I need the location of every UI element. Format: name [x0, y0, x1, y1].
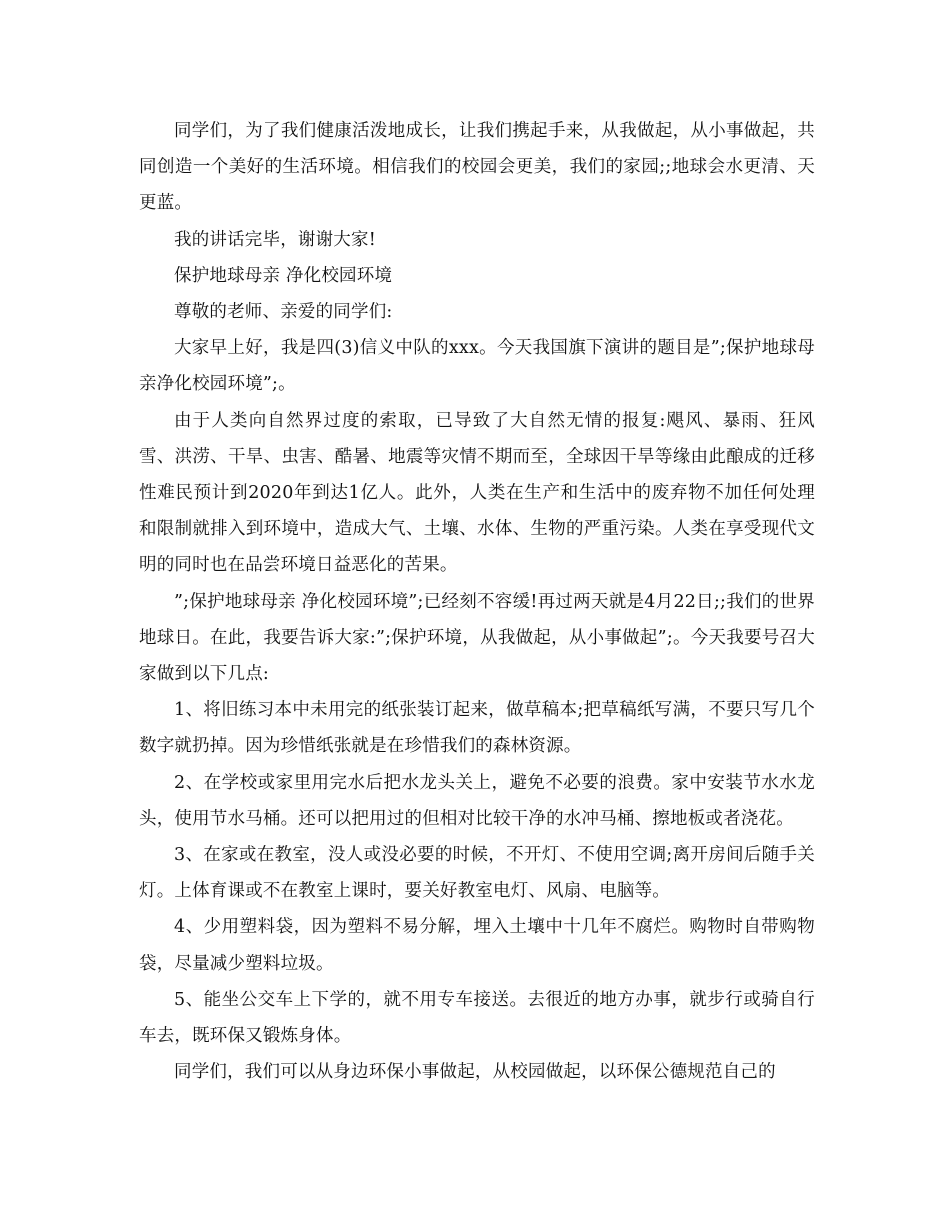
document-body: [139, 113, 815, 1090]
list-item-1: 1、将旧练习本中未用完的纸张装订起来，做草稿本;把草稿纸写满，不要只写几个数字就扔掉。因为珍惜纸张就是在珍惜我们的森林资源。: [139, 700, 815, 757]
paragraph-1: 同学们，为了我们健康活泼地成长，让我们携起手来，从我做起，从小事做起，共同创造一个美好的生活环境。相信我们的校园会更美，我们的家园;;地球会水更清、天更蓝。: [139, 121, 815, 214]
list-item-3: 3、在家或在教室，没人或没必要的时候，不开灯、不使用空调;离开房间后随手关灯。上体育课或不在教室上课时，要关好教室电灯、风扇、电脑等。: [139, 845, 815, 902]
list-item-4: 4、少用塑料袋，因为塑料不易分解，埋入土壤中十几年不腐烂。购物时自带购物袋，尽量减少塑料垃圾。: [139, 917, 815, 974]
paragraph-13: 同学们，我们可以从身边环保小事做起，从校园做起，以环保公德规范自己的: [174, 1062, 776, 1083]
list-item-5: 5、能坐公交车上下学的，就不用专车接送。去很近的地方办事，就步行或骑自行车去，既环保又锻炼身体。: [139, 989, 815, 1047]
paragraph-6: 由于人类向自然界过度的索取，已导致了大自然无情的报复:飓风、暴雨、狂风雪、洪涝、干旱、虫害、酷暑、地震等灾情不期而至，全球因干旱等缘由此酿成的迁移性难民预计到2020年到达1亿人。此外，人类在生产和生活中的废弃物不加任何处理和限制就排入到环境中，造成大气、土壤、水体、生物的严重污染。人类在享受现代文明的同时也在品尝环境日益恶化的苦果。: [139, 410, 815, 576]
paragraph-2: 我的讲话完毕，谢谢大家!: [174, 229, 376, 250]
list-item-2: 2、在学校或家里用完水后把水龙头关上，避免不必要的浪费。家中安装节水水龙头，使用节水马桶。还可以把用过的但相对比较干净的水冲马桶、擦地板或者浇花。: [139, 772, 815, 829]
salutation: 尊敬的老师、亲爱的同学们:: [174, 302, 393, 323]
section-title: 保护地球母亲 净化校园环境: [174, 265, 393, 286]
paragraph-5: 大家早上好，我是四(3)信义中队的xxx。今天我国旗下演讲的题目是”;保护地球母亲净化校园环境”;。: [139, 338, 815, 395]
paragraph-7: ”;保护地球母亲 净化校园环境”;已经刻不容缓!再过两天就是4月22日;;我们的世界地球日。在此，我要告诉大家:”;保护环境，从我做起，从小事做起”;。今天我要号召大家做到以下几点:: [139, 591, 815, 685]
